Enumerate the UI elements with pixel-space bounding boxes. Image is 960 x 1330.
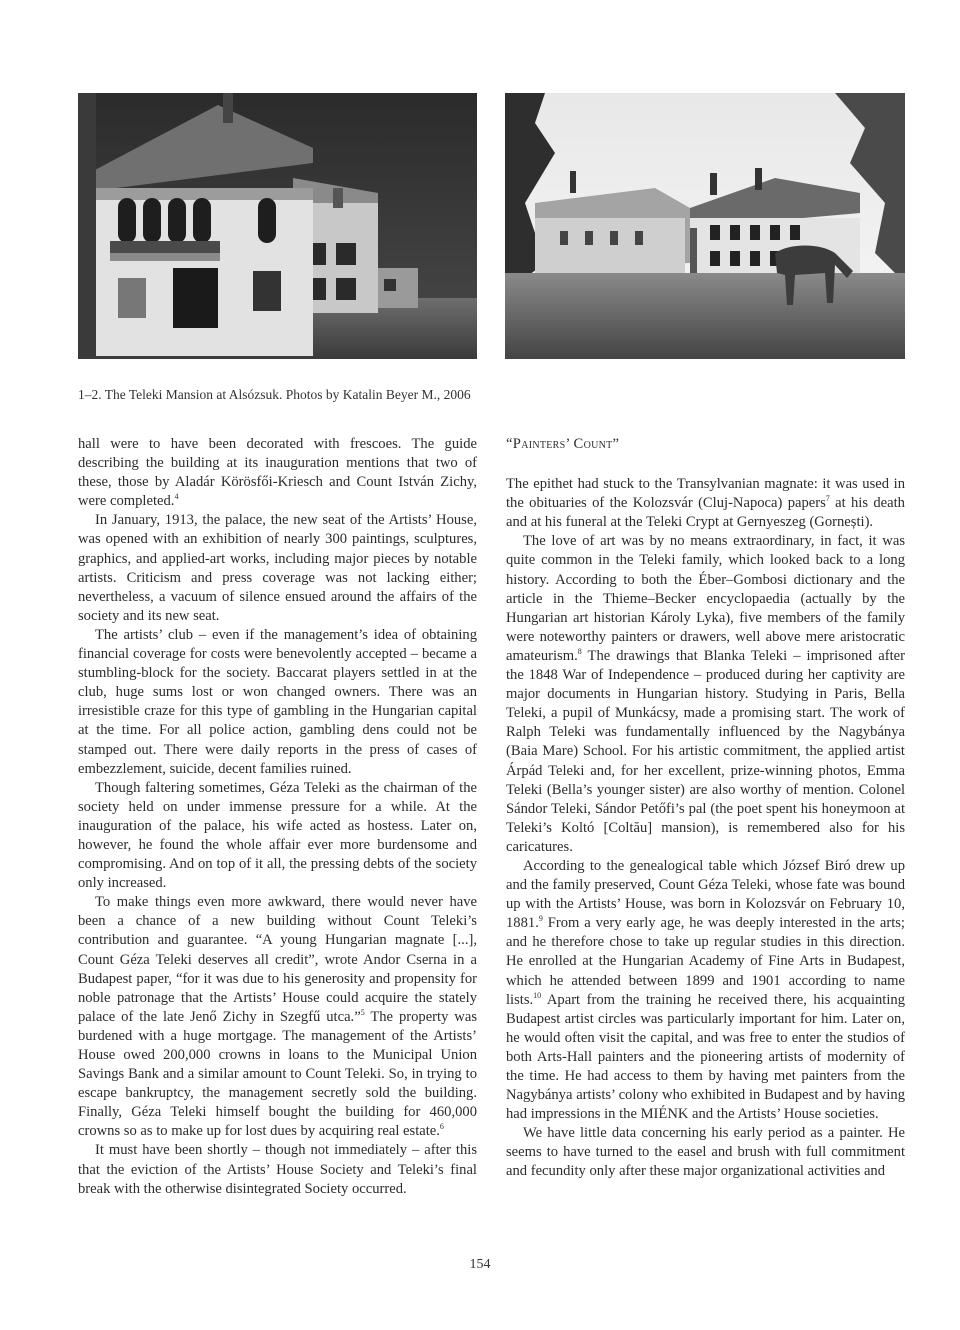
photo-mansion-front xyxy=(78,93,477,359)
paragraph-text: at his death and at his funeral at the Teleki Crypt at Gernyeszeg (Gornești). xyxy=(506,495,905,531)
paragraph-text: The drawings that Blanka Teleki – imprisoned after the 1848 War of Independence – produced during her captivity are major documents in Hungarian history. Studying in Paris, Bella Teleki, a pupil of Munkácsy, made a promising start. The work of Ralph Teleki was fundamentally influenced by the Nagybánya (Baia Mare) School. For his artistic commitment, the applied artist Árpád Teleki and, for her excellent, prize-winning photos, Emma Teleki (Bella’s younger sister) are also worthy of mention. Colonel Sándor Teleki, Sándor Petőfi’s pal (the poet spent his honeymoon at Teleki’s Koltó [Coltău] mansion), is remembered also for his caricatures. xyxy=(506,647,905,855)
footnote-ref: 8 xyxy=(577,647,582,657)
footnote-ref: 9 xyxy=(538,914,543,924)
paragraph-text: According to the genealogical table which József Biró drew up and the family preserved, Count Géza Teleki, whose fate was bound up with the Artists’ House, was born in Kolozsvár on February 10, 1881. xyxy=(506,857,905,932)
paragraph xyxy=(506,532,905,857)
page-number: 154 xyxy=(469,1257,491,1272)
paragraph xyxy=(506,475,905,532)
paragraph-text: Apart from the training he received there, his acquainting Budapest artist circles was particularly important for him. Later on, he would often visit the capital, and was free to enter the studios of both Arts-Hall painters and the pioneering artists of modernity of the time. He had access to them by having met painters from the Nagybánya artists’ colony who exhibited in Budapest and by having had impressions in the MIÉNK and the Artists’ House societies. xyxy=(506,991,905,1123)
footnote-ref: 6 xyxy=(439,1122,444,1132)
paragraph-text: The artists’ club – even if the management’s idea of obtaining financial coverage for costs were benevolently accepted – became a stumbling-block for the society. Baccarat players settled in at the club, huge sums lost or won changed owners. There was an irresistible craze for this type of gambling in the Hungarian capital at the time. For all police action, gambling dens could not be stamped out. There were daily reports in the press of cases of embezzlement, suicide, decent families ruined. xyxy=(78,626,477,777)
paragraph-text: Though faltering sometimes, Géza Teleki as the chairman of the society held on under immense pressure for a while. At the inauguration of the palace, his wife acted as hostess. Later on, however, he found the whole affair ever more burdensome and compromising. And on top of it all, the pressing debts of the society only increased. xyxy=(78,779,477,892)
photo-mansion-with-horse xyxy=(505,93,905,359)
section-heading: “Painters’ Count” xyxy=(506,436,620,452)
paragraph-text: From a very early age, he was deeply interested in the arts; and he therefore chose to take up regular studies in this direction. He enrolled at the Hungarian Academy of Fine Arts in Budapest, which he attended between 1899 and 1901 according to name lists. xyxy=(506,915,905,1008)
paragraph-text: We have little data concerning his early period as a painter. He seems to have turned to the easel and brush with full commitment and fecundity only after these major organizational activities and xyxy=(506,1125,905,1180)
paragraph-text: In January, 1913, the palace, the new seat of the Artists’ House, was opened with an exhibition of nearly 300 paintings, sculptures, graphics, and applied-art works, including major pieces by notable artists. Criticism and press coverage was not lacking either; nevertheless, a vacuum of silence ensued around the affairs of the society and its new seat. xyxy=(78,512,477,624)
paragraph-text: It must have been shortly – though not immediately – after this that the eviction of the Artists’ House Society and Teleki’s final break with the otherwise disintegrated Society occurred. xyxy=(78,1142,477,1197)
paragraph-text: The epithet had stuck to the Transylvanian magnate: it was used in the obituaries of the Kolozsvár (Cluj-Napoca) papers xyxy=(506,476,905,512)
paragraph xyxy=(78,626,477,779)
footnote-ref: 4 xyxy=(174,492,179,502)
paragraph xyxy=(506,857,905,1124)
paragraph-text: The love of art was by no means extraordinary, in fact, it was quite common in the Teleki family, which looked back to a long history. According to both the Éber–Gombosi dictionary and the article in the Thieme–Becker encyclopaedia (actually by the Hungarian art historian Károly Lyka), five members of the family were noteworthy painters or drawers, well above mere aristocratic amateurism. xyxy=(506,533,905,664)
paragraph-text: The property was burdened with a huge mortgage. The management of the Artists’ House owed 200,000 crowns in loans to the Municipal Union Savings Bank and a similar amount to Count Teleki. So, in trying to escape bankruptcy, the management secretly sold the building. Finally, Géza Teleki himself bought the building for 460,000 crowns so as to make up for lost dues by acquiring real estate. xyxy=(78,1008,477,1140)
paragraph xyxy=(78,511,477,626)
right-column xyxy=(506,435,905,1182)
paragraph xyxy=(78,893,477,1141)
figure-caption: 1–2. The Teleki Mansion at Alsózsuk. Photos by Katalin Beyer M., 2006 xyxy=(78,387,471,402)
paragraph xyxy=(506,1124,905,1181)
left-column xyxy=(78,435,477,1199)
footnote-ref: 5 xyxy=(360,1007,365,1017)
paragraph-text: To make things even more awkward, there would never have been a chance of a new building without Count Teleki’s contribution and guarantee. “A young Hungarian magnate [...], Count Géza Teleki deserves all credit”, wrote Andor Cserna in a Budapest paper, “for it was due to his generosity and propensity for noble patronage that the Artists’ House could acquire the stately palace of the late Jenő Zichy in Szegfű utca.” xyxy=(78,894,477,1025)
footnote-ref: 7 xyxy=(825,494,830,504)
footnote-ref: 10 xyxy=(533,990,542,1000)
paragraph xyxy=(78,435,477,511)
paragraph xyxy=(78,779,477,894)
paragraph xyxy=(78,1141,477,1198)
paragraph-text: hall were to have been decorated with frescoes. The guide describing the building at its inauguration mentions that two of these, those by Aladár Körösfői-Kriesch and Count István Zichy, were completed. xyxy=(78,436,477,510)
